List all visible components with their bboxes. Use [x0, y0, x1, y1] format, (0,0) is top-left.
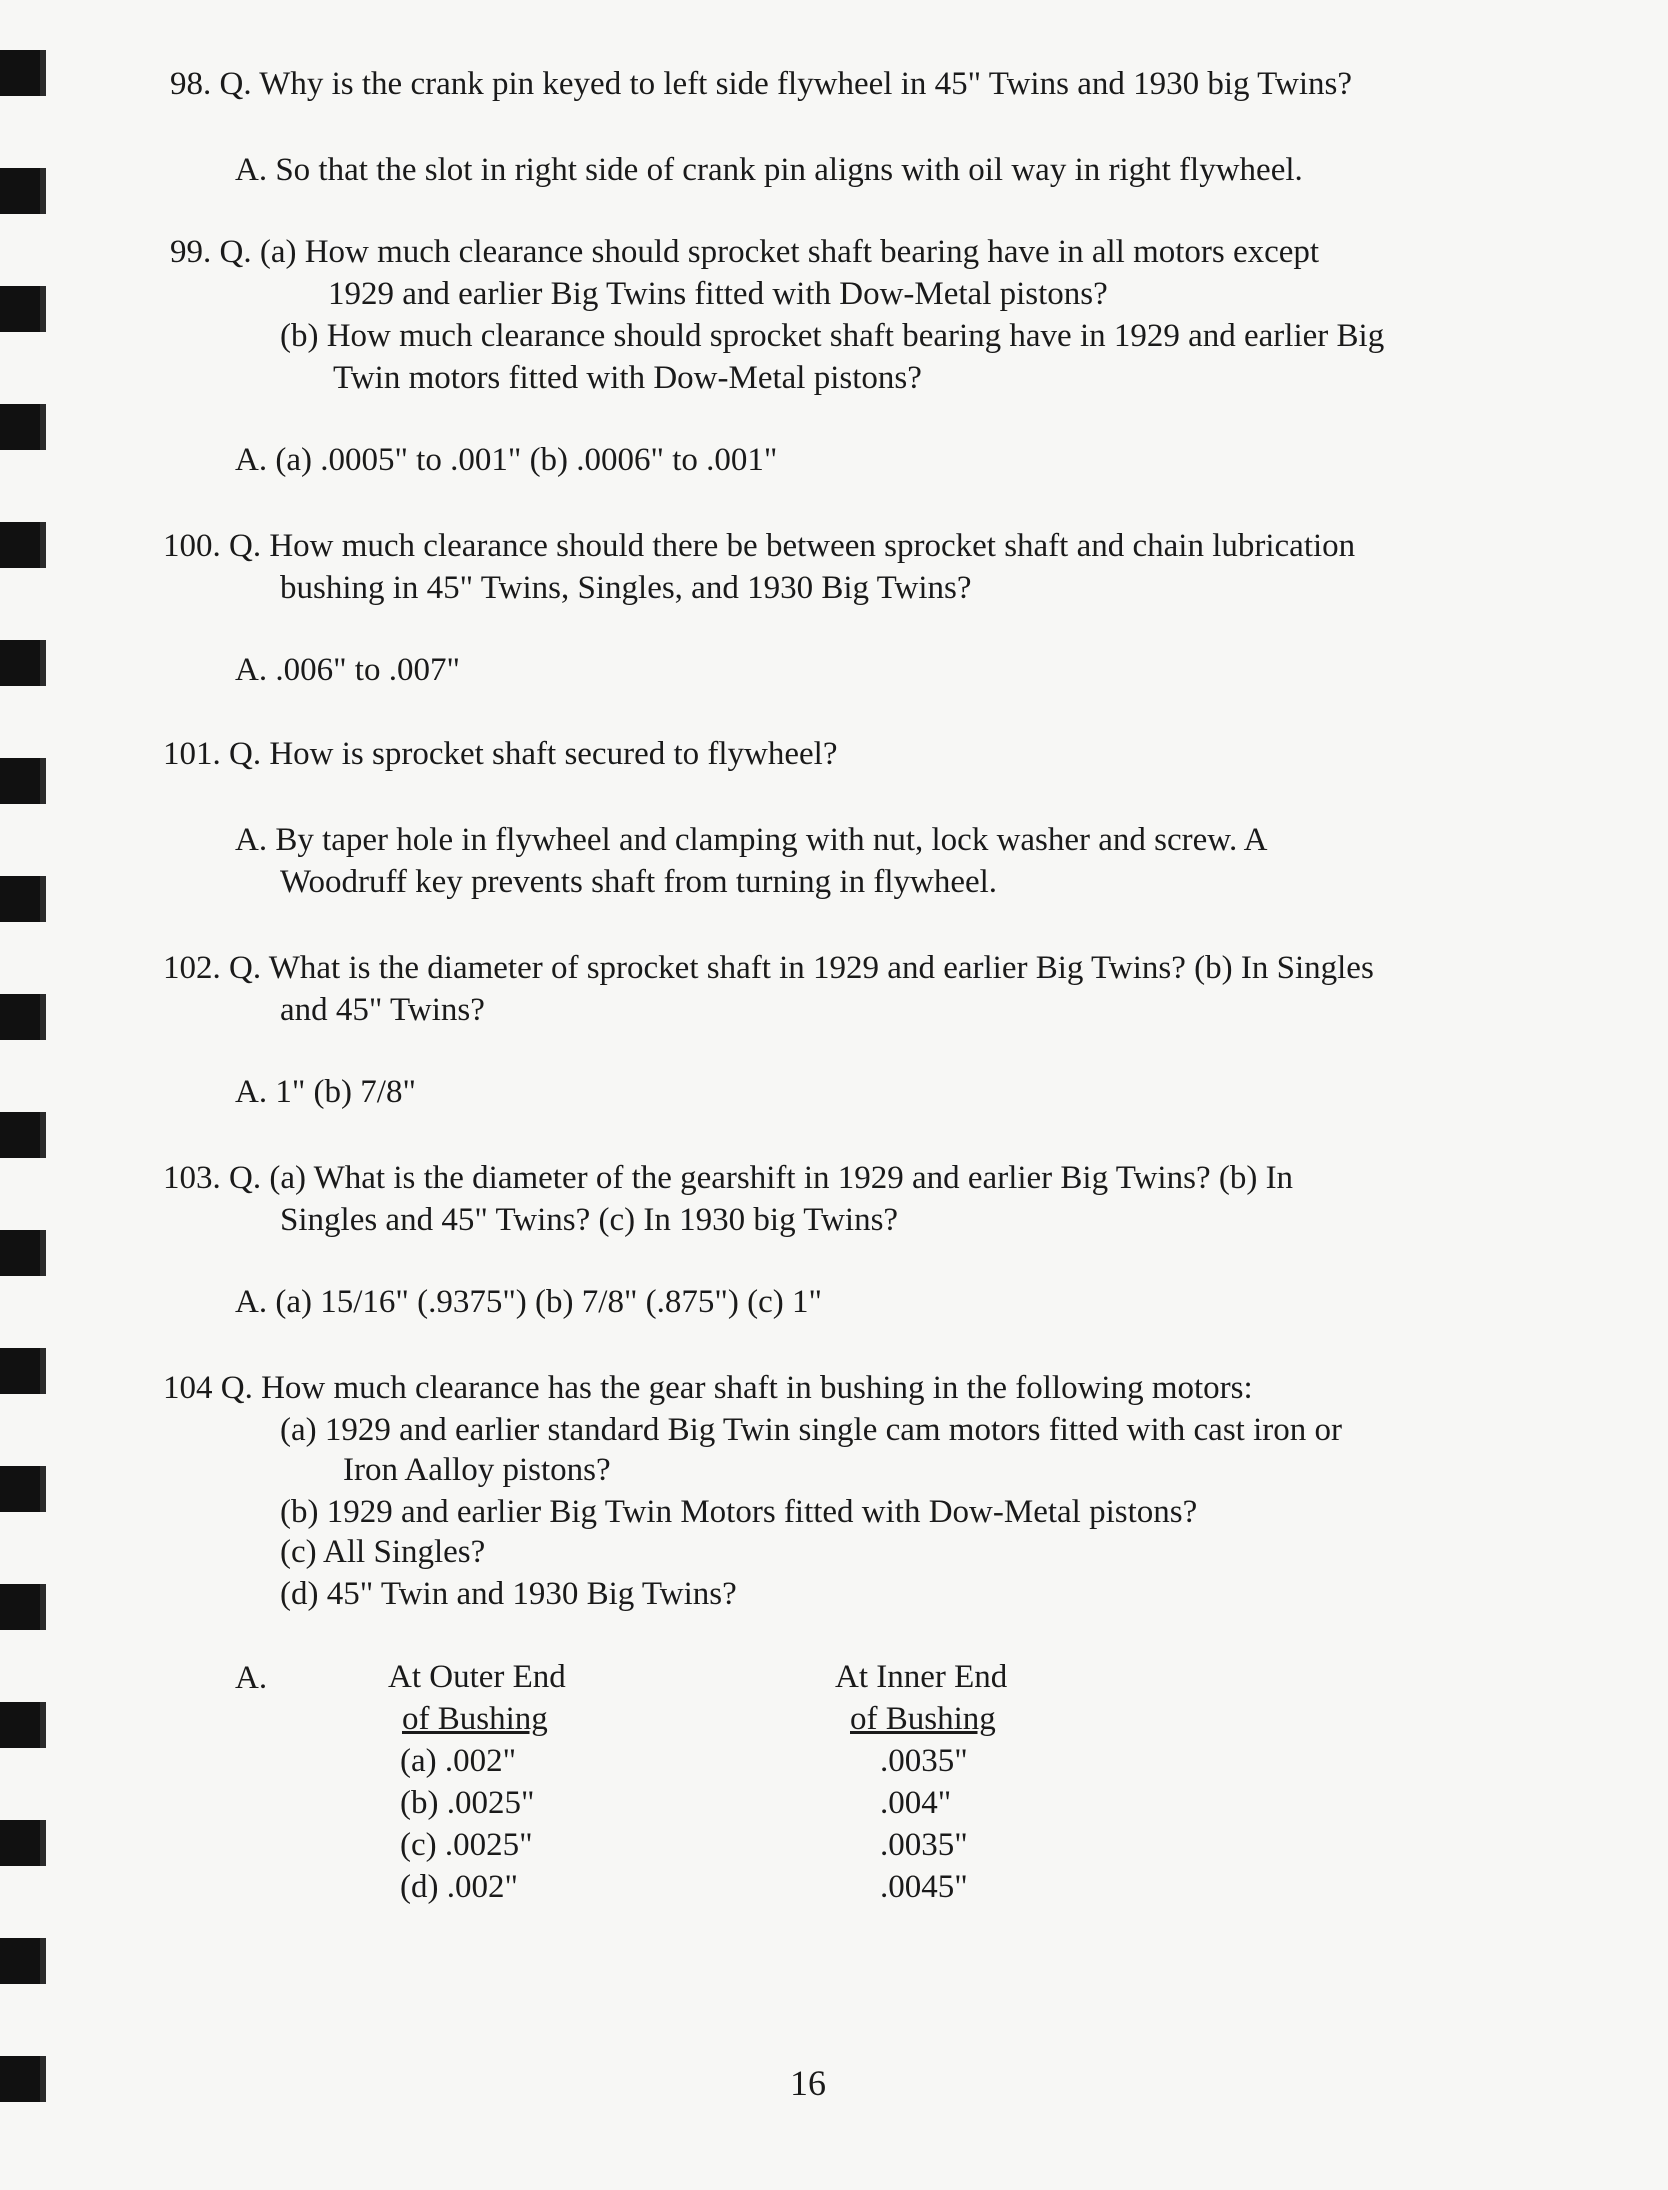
- inner-value-c: .0035": [880, 1827, 968, 1863]
- question-104-line-5: (c) All Singles?: [280, 1534, 486, 1570]
- outer-end-subheader: of Bushing: [402, 1701, 548, 1737]
- question-99-line-1: 99. Q. (a) How much clearance should sprocket shaft bearing have in all motors except: [170, 234, 1320, 270]
- question-104-line-4: (b) 1929 and earlier Big Twin Motors fitted with Dow-Metal pistons?: [280, 1494, 1198, 1530]
- outer-value-a: (a) .002": [400, 1743, 517, 1779]
- question-104-line-2: (a) 1929 and earlier standard Big Twin single cam motors fitted with cast iron or: [280, 1412, 1342, 1448]
- answer-103: A. (a) 15/16" (.9375") (b) 7/8" (.875") (c) 1": [235, 1284, 822, 1320]
- question-102-line-2: and 45" Twins?: [280, 992, 485, 1028]
- question-100-line-1: 100. Q. How much clearance should there be between sprocket shaft and chain lubrication: [163, 528, 1356, 564]
- outer-end-header: At Outer End: [388, 1659, 566, 1695]
- answer-100: A. .006" to .007": [235, 652, 460, 688]
- question-99-line-4: Twin motors fitted with Dow-Metal pistons?: [333, 360, 922, 396]
- question-99-line-3: (b) How much clearance should sprocket shaft bearing have in 1929 and earlier Big: [280, 318, 1385, 354]
- inner-value-d: .0045": [880, 1869, 968, 1905]
- inner-end-header: At Inner End: [835, 1659, 1008, 1695]
- answer-98: A. So that the slot in right side of crank pin aligns with oil way in right flywheel.: [235, 152, 1303, 188]
- question-102-line-1: 102. Q. What is the diameter of sprocket shaft in 1929 and earlier Big Twins? (b) In Singles: [163, 950, 1374, 986]
- question-98: 98. Q. Why is the crank pin keyed to left side flywheel in 45" Twins and 1930 big Twins?: [170, 66, 1353, 102]
- question-101: 101. Q. How is sprocket shaft secured to flywheel?: [163, 736, 838, 772]
- inner-value-a: .0035": [880, 1743, 968, 1779]
- inner-end-subheader: of Bushing: [850, 1701, 996, 1737]
- page-number: 16: [790, 2063, 826, 2103]
- answer-104-label: A.: [235, 1660, 268, 1696]
- answer-99: A. (a) .0005" to .001" (b) .0006" to .001": [235, 442, 778, 478]
- outer-value-b: (b) .0025": [400, 1785, 535, 1821]
- answer-102: A. 1" (b) 7/8": [235, 1074, 416, 1110]
- question-100-line-2: bushing in 45" Twins, Singles, and 1930 Big Twins?: [280, 570, 972, 606]
- question-103-line-2: Singles and 45" Twins? (c) In 1930 big Twins?: [280, 1202, 899, 1238]
- question-104-line-6: (d) 45" Twin and 1930 Big Twins?: [280, 1576, 737, 1612]
- outer-value-d: (d) .002": [400, 1869, 518, 1905]
- answer-101-line-2: Woodruff key prevents shaft from turning in flywheel.: [280, 864, 998, 900]
- question-99-line-2: 1929 and earlier Big Twins fitted with Dow-Metal pistons?: [328, 276, 1108, 312]
- question-103-line-1: 103. Q. (a) What is the diameter of the gearshift in 1929 and earlier Big Twins? (b) In: [163, 1160, 1294, 1196]
- question-104-line-3: Iron Aalloy pistons?: [343, 1452, 611, 1488]
- answer-101-line-1: A. By taper hole in flywheel and clamping with nut, lock washer and screw. A: [235, 822, 1268, 858]
- inner-value-b: .004": [880, 1785, 952, 1821]
- question-104-line-1: 104 Q. How much clearance has the gear shaft in bushing in the following motors:: [163, 1370, 1253, 1406]
- outer-value-c: (c) .0025": [400, 1827, 533, 1863]
